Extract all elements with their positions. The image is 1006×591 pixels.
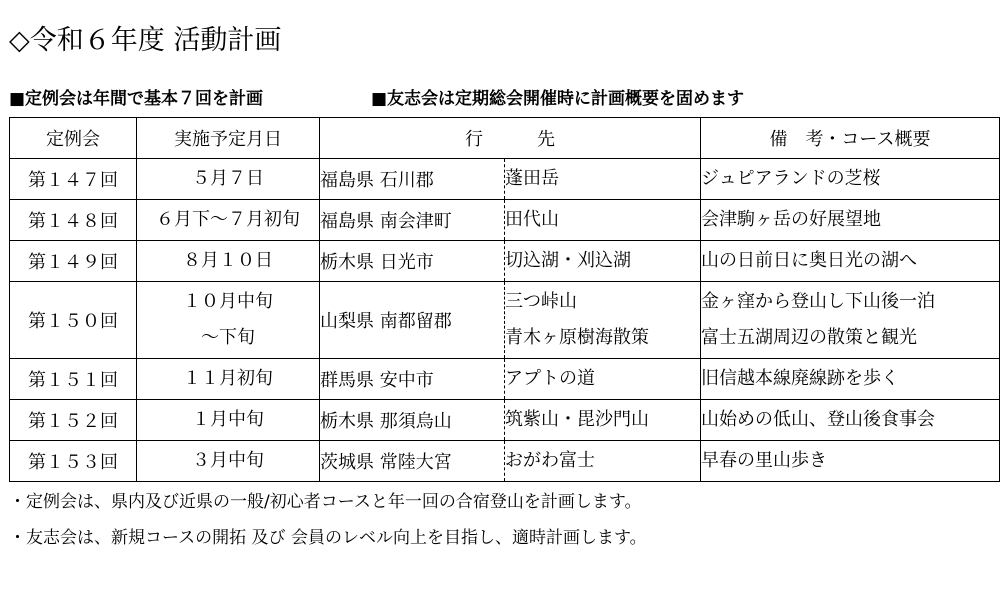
date-line: ８月１０日	[183, 250, 273, 271]
destination-cell	[505, 400, 701, 441]
note-line: 山の日前日に奥日光の湖へ	[701, 250, 917, 271]
prefecture-cell: 山梨県 南都留郡	[320, 282, 505, 359]
meeting-number-cell: 第１５１回	[10, 359, 137, 400]
note-cell	[701, 200, 1000, 241]
note-cell	[701, 159, 1000, 200]
header-number: 定例会	[10, 118, 137, 159]
table-row	[10, 200, 1000, 241]
header-destination: 行 先	[320, 118, 701, 159]
note-line: 山始めの低山、登山後食事会	[701, 409, 935, 430]
date-line: ６月下～７月初旬	[156, 209, 300, 230]
regular-meeting-summary: ■定例会は年間で基本７回を計画	[9, 89, 264, 109]
date-line: １月中旬	[192, 409, 264, 430]
meeting-number-cell: 第１４９回	[10, 241, 137, 282]
destination-line: 青木ヶ原樹海散策	[505, 327, 649, 348]
page-title: ◇令和６年度 活動計画	[9, 25, 282, 56]
footnote-regular: ・定例会は、県内及び近県の一般/初心者コースと年一回の合宿登山を計画します。	[9, 492, 642, 512]
header-date: 実施予定月日	[137, 118, 320, 159]
prefecture-cell: 茨城県 常陸大宮	[320, 441, 505, 482]
meeting-number-cell: 第１４７回	[10, 159, 137, 200]
prefecture-cell: 栃木県 日光市	[320, 241, 505, 282]
note-cell	[701, 441, 1000, 482]
meeting-number-cell: 第１５２回	[10, 400, 137, 441]
date-cell	[137, 200, 320, 241]
destination-cell	[505, 441, 701, 482]
note-line: 会津駒ヶ岳の好展望地	[701, 209, 881, 230]
table-row	[10, 159, 1000, 200]
destination-cell	[505, 359, 701, 400]
table-header-row	[10, 118, 1000, 159]
meeting-number-cell: 第１４８回	[10, 200, 137, 241]
destination-line: 筑紫山・毘沙門山	[505, 409, 649, 430]
note-cell	[701, 241, 1000, 282]
meeting-number-cell: 第１５３回	[10, 441, 137, 482]
date-line: ～下旬	[201, 327, 255, 348]
prefecture-cell: 福島県 石川郡	[320, 159, 505, 200]
note-line: ジュピアランドの芝桜	[701, 168, 881, 189]
destination-cell	[505, 282, 701, 359]
date-line: １０月中旬	[183, 291, 273, 312]
destination-cell	[505, 159, 701, 200]
note-line: 富士五湖周辺の散策と観光	[701, 327, 917, 348]
note-line: 金ヶ窪から登山し下山後一泊	[701, 291, 935, 312]
date-cell	[137, 400, 320, 441]
table-row	[10, 241, 1000, 282]
note-cell	[701, 400, 1000, 441]
date-cell	[137, 359, 320, 400]
date-cell	[137, 159, 320, 200]
note-line: 旧信越本線廃線跡を歩く	[701, 368, 899, 389]
destination-line: 田代山	[505, 209, 559, 230]
destination-line: 切込湖・刈込湖	[505, 250, 631, 271]
destination-line: 蓬田岳	[505, 168, 559, 189]
prefecture-cell: 群馬県 安中市	[320, 359, 505, 400]
prefecture-cell: 福島県 南会津町	[320, 200, 505, 241]
yushikai-summary: ■友志会は定期総会開催時に計画概要を固めます	[371, 89, 745, 109]
table-body	[10, 159, 1000, 482]
note-cell	[701, 282, 1000, 359]
date-line: ５月７日	[192, 168, 264, 189]
meeting-number-cell: 第１５０回	[10, 282, 137, 359]
footnotes	[9, 490, 647, 562]
table-row	[10, 400, 1000, 441]
date-cell	[137, 441, 320, 482]
destination-line: アプトの道	[505, 368, 595, 389]
destination-cell	[505, 200, 701, 241]
summary-headings	[9, 87, 999, 111]
prefecture-cell: 栃木県 那須烏山	[320, 400, 505, 441]
table-row	[10, 282, 1000, 359]
destination-line: 三つ峠山	[505, 291, 577, 312]
note-cell	[701, 359, 1000, 400]
destination-line: おがわ富士	[505, 450, 595, 471]
table-row	[10, 359, 1000, 400]
note-line: 早春の里山歩き	[701, 450, 827, 471]
date-line: １１月初旬	[183, 368, 273, 389]
footnote-yushikai: ・友志会は、新規コースの開拓 及び 会員のレベル向上を目指し、適時計画します。	[9, 528, 647, 548]
date-cell	[137, 282, 320, 359]
destination-cell	[505, 241, 701, 282]
activity-plan-table	[9, 117, 1000, 482]
date-line: ３月中旬	[192, 450, 264, 471]
table-row	[10, 441, 1000, 482]
header-notes: 備 考・コース概要	[701, 118, 1000, 159]
date-cell	[137, 241, 320, 282]
